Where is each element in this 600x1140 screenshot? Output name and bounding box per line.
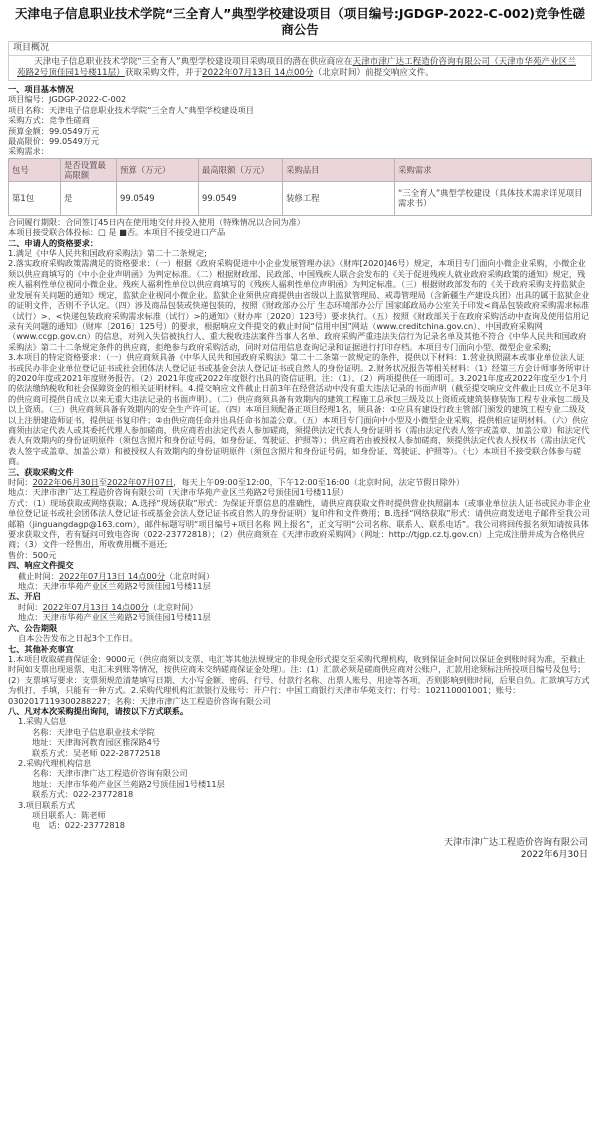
other-section bbox=[8, 644, 592, 706]
table-cell: “三全育人”典型学校建设（具体技术需求详见项目需求书） bbox=[395, 181, 592, 215]
contact-heading: 八、凡对本次采购提出询问，请按以下方式联系。 bbox=[8, 705, 189, 716]
basic-line: 采购方式：竞争性磋商 bbox=[8, 115, 90, 126]
open-time-value: 2022年07月13日 14点00分 bbox=[42, 601, 149, 612]
col-header: 包号 bbox=[9, 158, 61, 181]
purchaser-heading: 1.采购人信息 bbox=[18, 716, 67, 727]
basic-line: 采购需求： bbox=[8, 146, 49, 157]
overview-part-2: 获取采购文件，并于 bbox=[124, 68, 203, 78]
overview-part-3: （北京时间）前提交响应文件。 bbox=[313, 68, 434, 78]
submit-deadline-suffix: （北京时间） bbox=[165, 570, 215, 581]
qualification-heading: 二、申请人的资格要求： bbox=[8, 237, 99, 248]
obtain-hours: ，每天上午09:00至12:00，下午12:00至16:00（北京时间，法定节假日除外） bbox=[173, 477, 465, 487]
period-section bbox=[8, 623, 592, 644]
other-text: 1.本项目收取磋商保证金：9000元（供应商须以支票、电汇等其他法规规定的非现金形式提交至采购代理机构，收到保证金时间以保证金到账时间为准，至截止时间如支票出现退票、电汇未到账等情况，按供应商未交纳磋商保证金处理）。注：(1）汇款必须是磋商供应商对公账户，汇款用途须标注所投项目编号及包号；(2）支票填写要求：支票须规范清楚填写日期、大小写金额、密码、行号、付款行名称、出票人账号、用途等各项，否则影响到账时间，后果自负。汇款填写方式为机打、手填，只能有一种方式。2.采购代理机构汇款银行及账号：开户行：中国工商银行天津市华苑支行；行号：102110001001；账号：0302017119300288227；名称：天津市津广达工程造价咨询有限公司 bbox=[8, 653, 590, 706]
overview-text bbox=[9, 56, 591, 80]
submit-deadline bbox=[8, 571, 592, 581]
signature-company: 天津市津广达工程造价咨询有限公司 bbox=[443, 837, 588, 848]
contact-section bbox=[8, 706, 592, 831]
open-heading: 五、开启 bbox=[8, 591, 41, 602]
basic-section bbox=[8, 84, 592, 238]
consortium-note: 本项目接受联合体投标：□ 是 ■否。本项目不接受进口产品 bbox=[8, 227, 226, 238]
open-section bbox=[8, 591, 592, 622]
col-header: 预算（万元） bbox=[117, 158, 199, 181]
table-row bbox=[9, 181, 592, 215]
obtain-time-label: 时间： bbox=[8, 477, 33, 487]
qualification-section bbox=[8, 238, 592, 467]
table-cell: 99.0549 bbox=[117, 181, 199, 215]
table-cell: 装修工程 bbox=[283, 181, 395, 215]
open-time-label: 时间： bbox=[18, 601, 43, 612]
period-heading: 六、公告期限 bbox=[8, 622, 58, 633]
table-cell: 第1包 bbox=[9, 181, 61, 215]
qualification-item: 1.满足《中华人民共和国政府采购法》第二十二条规定; bbox=[8, 248, 207, 259]
purchaser-line: 联系方式：吴老师 022-28772518 bbox=[32, 747, 161, 758]
table-cell: 99.0549 bbox=[199, 181, 283, 215]
open-time bbox=[8, 602, 592, 612]
col-header: 最高限额（万元） bbox=[199, 158, 283, 181]
basic-line: 预算金额：99.0549万元 bbox=[8, 125, 100, 136]
overview-label: 项目概况 bbox=[9, 42, 591, 56]
page-title: 天津电子信息职业技术学院“三全育人”典型学校建设项目（项目编号:JGDGP-2022-C-002)竞争性磋商公告 bbox=[14, 6, 586, 37]
agency-line: 联系方式：022-23772818 bbox=[32, 789, 134, 800]
signature-block bbox=[8, 837, 592, 861]
table-cell: 是 bbox=[61, 181, 117, 215]
obtain-time bbox=[8, 477, 592, 487]
table-header-row bbox=[9, 158, 592, 181]
obtain-end-date: 2022年07月07日 bbox=[107, 477, 174, 487]
obtain-section bbox=[8, 467, 592, 561]
period-text: 自本公告发布之日起3个工作日。 bbox=[18, 633, 138, 644]
obtain-method: 方式：（1）现场获取或网络获取；A.选择“现场获取”形式：为保证开票信息的准确性，请供应商获取文件时提供营业执照副本（或事业单位法人证书或民办非企业单位登记证书或社会团体法人登记证书或基金会法人登记证书或自然人的身份证明）复印件和文件费用；B.选择“网络获取”形式：请供应商发送电子邮件至我公司邮箱（jinguangdagp@163.com），邮件标题写明“项目编号+项目名称 网上报名”，正文写明“公司名称、联系人、联系电话”。我公司将回传报名须知请按具体要求获取文件，若有疑问可致电咨询（022-23772818）；（2）供应商须在《天津市政府采购网》（网址：http://tjgp.cz.tj.gov.cn）上完成注册并成为合格供应商；（3）文件一经售出，所收费用概不退还; bbox=[8, 497, 591, 550]
overview-part-1: 天津电子信息职业技术学院“三全育人”典型学校建设项目采购项目的潜在供应商应在 bbox=[34, 57, 353, 67]
submit-heading: 四、响应文件提交 bbox=[8, 560, 74, 571]
col-header: 采购需求 bbox=[395, 158, 592, 181]
basic-line: 最高限价：99.0549万元 bbox=[8, 136, 100, 147]
agency-heading: 2.采购代理机构信息 bbox=[18, 757, 92, 768]
overview-deadline: 2022年07月13日 14点00分 bbox=[202, 68, 314, 78]
basic-line: 项目编号：JGDGP-2022-C-002 bbox=[8, 94, 127, 105]
basic-heading: 一、项目基本情况 bbox=[8, 84, 74, 94]
obtain-to: 至 bbox=[98, 477, 108, 487]
submit-deadline-value: 2022年07月13日 14点00分 bbox=[58, 570, 166, 581]
col-header: 是否设置最高限额 bbox=[61, 158, 117, 181]
col-header: 采购品目 bbox=[283, 158, 395, 181]
purchaser-line: 名称：天津电子信息职业技术学院 bbox=[32, 726, 155, 737]
obtain-price: 售价：500元 bbox=[8, 549, 57, 560]
obtain-heading: 三、获取采购文件 bbox=[8, 466, 74, 477]
qualification-item: 2.落实政府采购政策需满足的资格要求：（一）根据《政府采购促进中小企业发展管理办法》（财库[2020]46号）规定，本项目专门面向小微企业采购，小微企业须以供应商填写的《中小企业声明函》为判定标准。（二）根据财政部、民政部、中国残疾人联合会发布的《关于促进残疾人就业政府采购政策的通知》规定，残疾人福利性单位视同小微企业。残疾人福利性单位以供应商填写的《残疾人福利性单位声明函》为判定标准。（三）根据财政部发布的《关于政府采购支持监狱企业发展有关问题的通知》规定，监狱企业视同小微企业。监狱企业须供应商提供由省级以上监狱管理局、戒毒管理局（含新疆生产建设兵团）出具的属于监狱企业的证明文件，否则不予认定。（四）涉及商品包装或快递包装的，按照《财政部办公厅 生态环境部办公厅 国家邮政局办公室关于印发<商品包装政府采购需求标准（试行）>、<快递包装政府采购需求标准（试行）>的通知》（财办库〔2020〕123号）要求执行。（五）按照《财政部关于在政府采购活动中查询及使用信用记录有关问题的通知》（财库〔2016〕125号）的要求，根据响应文件提交的截止时间“信用中国”网站（www.creditchina.gov.cn）、中国政府采购网（www.ccgp.gov.cn）的信息，对列入失信被执行人、重大税收违法案件当事人名单、政府采购严重违法失信行为记录名单及其他不符合《中华人民共和国政府采购法》第二十二条规定条件的供应商，拒绝参与政府采购活动，同时对信用信息查询记录和证据进行打印存档。本项目专门面向小型、微型企业采购; bbox=[8, 258, 590, 352]
obtain-place: 地点：天津市津广达工程造价咨询有限公司（天津市华苑产业区兰苑路2号顶佳园1号楼11层） bbox=[8, 487, 349, 498]
signature-date: 2022年6月30日 bbox=[520, 849, 588, 860]
overview-location: 天津市津广达工程造价咨询有限公司（天津市华苑产业区兰苑路2号顶佳园1号楼11层） bbox=[17, 57, 576, 78]
project-contact-heading: 3.项目联系方式 bbox=[18, 799, 75, 810]
submit-section bbox=[8, 560, 592, 591]
overview-box bbox=[8, 41, 592, 81]
contract-period: 合同履行期限：合同签订45日内在使用地交付并投入使用（特殊情况以合同为准） bbox=[8, 216, 305, 227]
agency-line: 地址：天津市华苑产业区兰苑路2号顶佳园1号楼11层 bbox=[32, 778, 225, 789]
project-contact-line: 电 话：022-23772818 bbox=[32, 820, 126, 831]
agency-line: 名称：天津市津广达工程造价咨询有限公司 bbox=[32, 768, 188, 779]
submit-place: 地点：天津市华苑产业区兰苑路2号顶佳园1号楼11层 bbox=[18, 581, 211, 592]
obtain-start-date: 2022年06月30日 bbox=[32, 477, 99, 487]
project-contact-line: 项目联系人：陈老师 bbox=[32, 810, 106, 820]
basic-line: 项目名称：天津电子信息职业技术学院“三全育人”典型学校建设项目 bbox=[8, 104, 254, 115]
qualification-item: 3.本项目的特定资格要求：（一）供应商须具备《中华人民共和国政府采购法》第二十二条第一款规定的条件，提供以下材料：1.营业执照副本或事业单位法人证书或民办非企业单位登记证书或社会团体法人登记证书或基金会法人登记证书或自然人的身份证明。2.财务状况报告等相关材料：（1）经第三方会计师事务所审计的2020年度或2021年度财务报告。（2）2021年度或2022年度银行出具的资信证明。注：（1）、（2）两项提供任一项即可。3.2021年度或2022年度至少1个月的依法缴纳税收和社会保障资金的相关证明材料。4.提交响应文件截止日前3年在经营活动中没有重大违法记录的书面声明（截至提交响应文件截止日成立不足3年的供应商可提供自成立以来无重大违法记录的书面声明）。（二）供应商须具备有效期内的建筑工程施工总承包三级及以上资质或建筑装修装饰工程专业承包二级及以上资质。（三）供应商须具备有效期内的安全生产许可证。（四）本项目须配备正项目经理1名，须具备：①应具有建设行政主管部门颁发的建筑工程专业二级及以上注册建造师证书，提供证书复印件；②由供应商任命并出具任命书加盖公章。（五）本项目专门面向中小型及小微型企业采购，提供相应证明材料。（六）供应商须由法定代表人或其委托代理人参加磋商，供应商若由法定代表人参加磋商，须提供法定代表人身份证明书（需由法定代表人签字或盖章、加盖公章）和法定代表人有效期内的身份证明原件（须包含照片和身份证号码，如身份证、驾驶证、护照等）；供应商若由被授权人参加磋商，须提供法定代表人授权书（需由法定代表人签字或盖章、加盖公章）和被授权人有效期内的身份证明原件（须包含照片和身份证号码，如身份证、驾驶证、护照等）。（七）本项目不接受联合体参与磋商。 bbox=[8, 352, 592, 467]
purchaser-line: 地址：天津海河教育园区雅深路4号 bbox=[32, 737, 161, 748]
open-time-suffix: （北京时间） bbox=[148, 601, 198, 612]
submit-deadline-label: 截止时间： bbox=[18, 570, 59, 581]
other-heading: 七、其他补充事宜 bbox=[8, 643, 74, 654]
open-place: 地点：天津市华苑产业区兰苑路2号顶佳园1号楼11层 bbox=[18, 612, 211, 623]
requirements-table bbox=[8, 158, 592, 216]
